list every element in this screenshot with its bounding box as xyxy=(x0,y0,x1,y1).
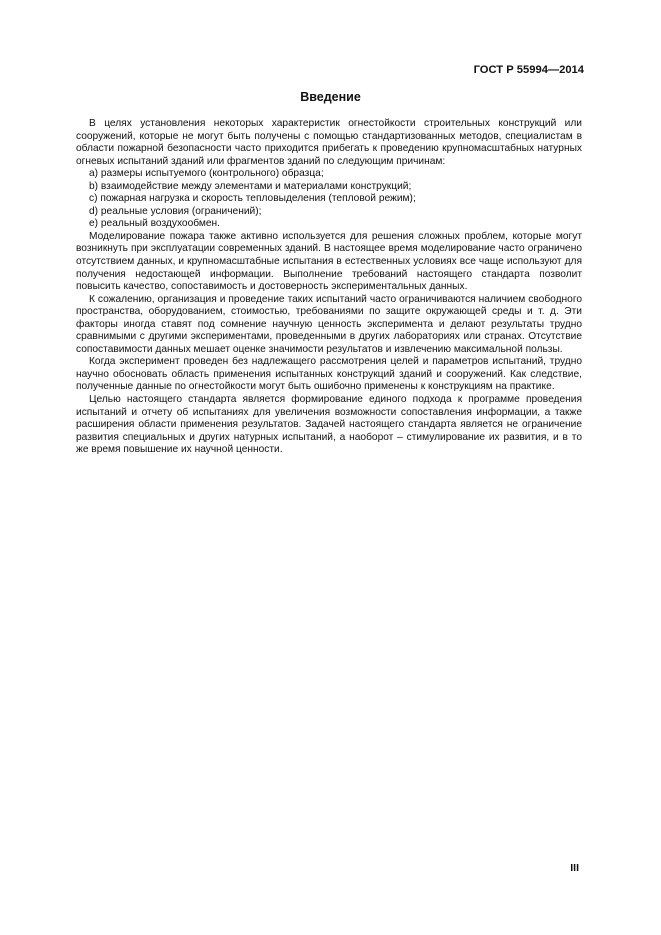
reason-item-e: e) реальный воздухообмен. xyxy=(89,218,220,230)
paragraph-purpose: Целью настоящего стандарта является формирование единого подхода к программе проведения испытаний и отчету об испытаниях для увеличения возможности сопоставления информации, а также расширения области применения результатов. Задачей настоящего стандарта является не ограничение развития специальных и других натурных испытаний, а наоборот – стимулирование их развития, и в то же время повышение их научной ценности. xyxy=(76,394,582,456)
reason-item-a: a) размеры испытуемого (контрольного) образца; xyxy=(89,168,324,180)
standard-number: ГОСТ Р 55994—2014 xyxy=(473,64,584,76)
page-number: III xyxy=(570,862,579,874)
reason-item-b: b) взаимодействие между элементами и материалами конструкций; xyxy=(89,180,412,192)
paragraph-consequences: Когда эксперимент проведен без надлежащего рассмотрения целей и параметров испытаний, трудно научно обосновать область применения испытанных конструкций зданий и сооружений. Как следствие, полученные данные по огнестойкости могут быть ошибочно применены к конструкциям на практике. xyxy=(76,356,582,393)
page-title: Введение xyxy=(300,90,361,104)
reason-item-c: c) пожарная нагрузка и скорость тепловыделения (тепловой режим); xyxy=(89,193,416,205)
reason-item-d: d) реальные условия (ограничений); xyxy=(89,205,262,217)
paragraph-limitations: К сожалению, организация и проведение таких испытаний часто ограничиваются наличием свободного пространства, оборудованием, стоимостью, требованиями по защите окружающей среды и т. д. Эти факторы иногда ставят под сомнение научную ценность эксперимента и делают результаты трудно сравнимыми с другими экспериментами, проведенными в других лабораториях или странах. Отсутствие сопоставимости данных мешает оценке значимости результатов и извлечению максимальной пользы. xyxy=(76,293,582,355)
document-body xyxy=(76,118,582,457)
intro-paragraph: В целях установления некоторых характеристик огнестойкости строительных конструкций или сооружений, которые не могут быть получены с помощью стандартизованных методов, специалистам в области пожарной безопасности часто приходится прибегать к проведению крупномасштабных натурных огневых испытаний зданий или фрагментов зданий по следующим причинам: xyxy=(76,118,582,167)
paragraph-modeling: Моделирование пожара также активно используется для решения сложных проблем, которые могут возникнуть при эксплуатации современных зданий. В настоящее время моделирование часто ограничено отсутствием данных, и крупномасштабные испытания в естественных условиях все чаще используют для получения недостающей информации. Выполнение требований настоящего стандарта позволит повысить качество, сопоставимость и достоверность экспериментальных данных. xyxy=(76,230,582,293)
